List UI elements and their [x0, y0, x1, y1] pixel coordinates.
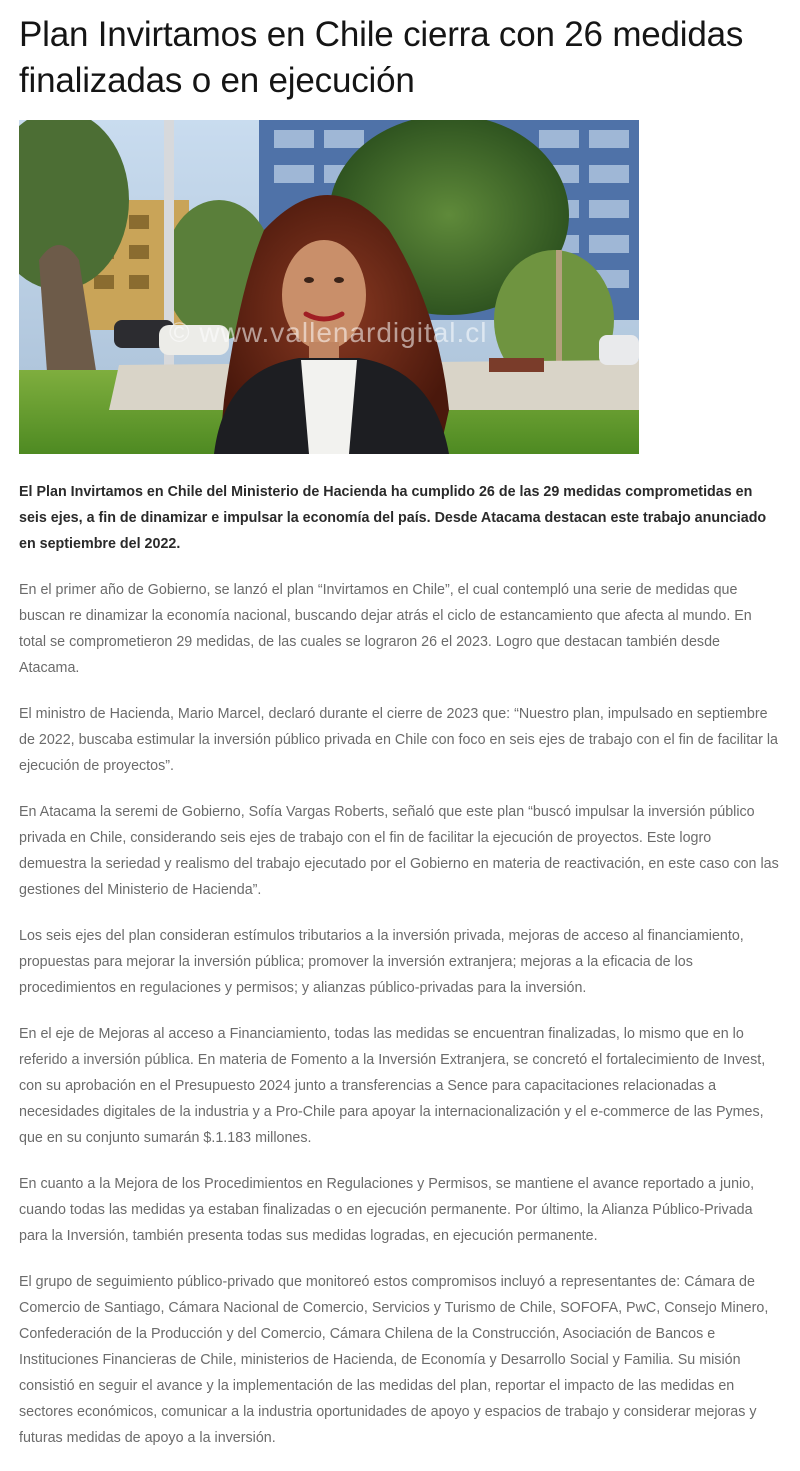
image-watermark: © www.vallenardigital.cl — [169, 317, 488, 348]
article-paragraph: El grupo de seguimiento público-privado que monitoreó estos compromisos incluyó a representantes de: Cámara de Comercio de Santiago, Cámara Nacional de Comercio, Servicios y Turismo de Chile, SOFOFA, PwC, Consejo Minero, Confederación de la Producción y del Comercio, Cámara Chilena de la Construcción, Asociación de Bancos e Instituciones Financieras de Chile, ministerios de Hacienda, de Economía y Desarrollo Social y Familia. Su misión consistió en seguir el avance y la implementación de las medidas del plan, reportar el impacto de las medidas en sectores económicos, comunicar a la industria oportunidades de apoyo y espacios de trabajo y considerar mejoras y futuras medidas de apoyo a la inversión. — [19, 1274, 769, 1446]
article-paragraph: El ministro de Hacienda, Mario Marcel, declaró durante el cierre de 2023 que: “Nuestro plan, impulsado en septiembre de 2022, buscaba estimular la inversión público privada en Chile con foco en seis ejes de trabajo con el fin de facilitar la ejecución de proyectos”. — [19, 706, 778, 774]
article-lead: El Plan Invirtamos en Chile del Ministerio de Hacienda ha cumplido 26 de las 29 medidas comprometidas en seis ejes, a fin de dinamizar e impulsar la economía del país. Desde Atacama destacan este trabajo anunciado en septiembre del 2022. — [19, 484, 767, 552]
article — [19, 0, 781, 1446]
article-title: Plan Invirtamos en Chile cierra con 26 medidas finalizadas o en ejecución — [19, 15, 744, 100]
article-paragraph: En Atacama la seremi de Gobierno, Sofía Vargas Roberts, señaló que este plan “buscó impulsar la inversión público privada en Chile, considerando seis ejes de trabajo con el fin de facilitar la ejecución de proyectos. Este logro demuestra la seriedad y realismo del trabajo ejecutado por el Gobierno en materia de reactivación, en este caso con las gestiones del Ministerio de Hacienda”. — [19, 804, 779, 898]
article-photo[interactable] — [19, 120, 639, 454]
article-body — [19, 479, 781, 1471]
article-paragraph: Los seis ejes del plan consideran estímulos tributarios a la inversión privada, mejoras de acceso al financiamiento, propuestas para mejorar la inversión pública; promover la inversión extranjera; mejoras a la eficacia de los procedimientos en regulaciones y permisos; y alianzas público-privadas para la inversión. — [19, 928, 744, 996]
article-photo-illustration — [19, 120, 639, 454]
article-paragraph: En el primer año de Gobierno, se lanzó el plan “Invirtamos en Chile”, el cual contempló una serie de medidas que buscan re dinamizar la economía nacional, buscando dejar atrás el ciclo de estancamiento que afecta al mundo. En total se comprometieron 29 medidas, de las cuales se lograron 26 el 2023. Logro que destacan también desde Atacama. — [19, 582, 752, 676]
article-paragraph: En cuanto a la Mejora de los Procedimientos en Regulaciones y Permisos, se mantiene el avance reportado a junio, cuando todas las medidas ya estaban finalizadas o en ejecución permanente. Por último, la Alianza Público-Privada para la Inversión, también presenta todas sus medidas logradas, en ejecución permanente. — [19, 1176, 755, 1244]
article-paragraph: En el eje de Mejoras al acceso a Financiamiento, todas las medidas se encuentran finalizadas, lo mismo que en lo referido a inversión pública. En materia de Fomento a la Inversión Extranjera, se concretó el fortalecimiento de Invest, con su aprobación en el Presupuesto 2024 junto a transferencias a Sence para capacitaciones relacionadas a necesidades digitales de la industria y a Pro-Chile para apoyar la internacionalización y el e-commerce de las Pymes, que en su conjunto sumarán $.1.183 millones. — [19, 1026, 766, 1146]
